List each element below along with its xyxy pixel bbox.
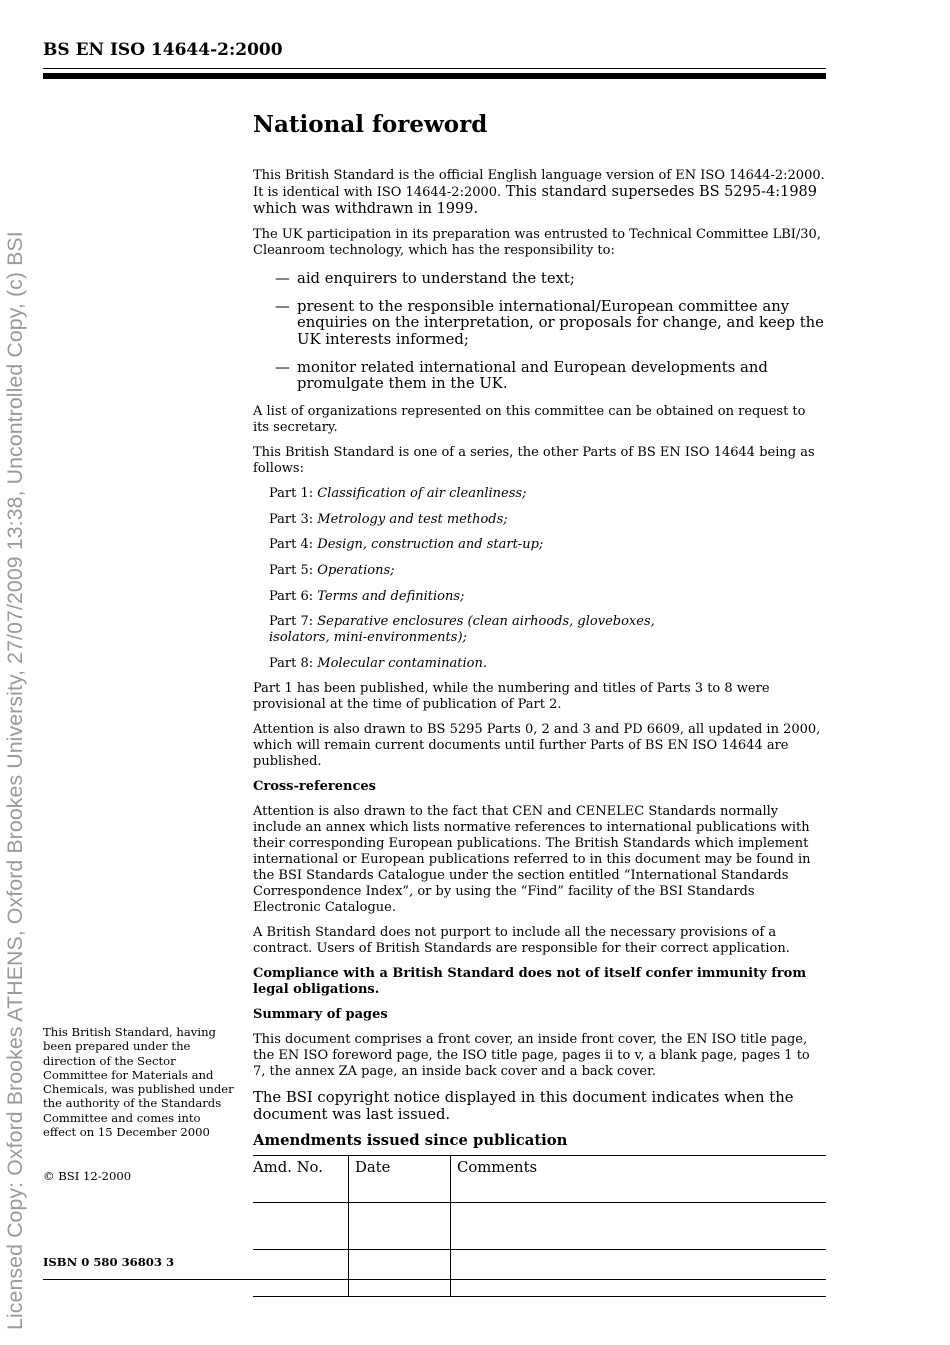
series-paragraph: This British Standard is one of a series, the other Parts of BS EN ISO 14644 being as follows: bbox=[253, 445, 815, 477]
amendments-table bbox=[253, 1155, 826, 1297]
committee-list-paragraph: A list of organizations represented on this committee can be obtained on request to its secretary. bbox=[253, 404, 806, 436]
document-id: BS EN ISO 14644-2:2000 bbox=[43, 40, 283, 60]
participation-paragraph: The UK participation in its preparation was entrusted to Technical Committee LBI/30, Cleanroom technology, which has the responsibility to: bbox=[253, 227, 821, 258]
dash-marker: — bbox=[275, 358, 290, 376]
table-cell bbox=[451, 1249, 827, 1296]
publication-note: This British Standard, having been prepared under the direction of the Sector Committee for Materials and Chemicals, was published under the authority of the Standards Committee and comes into effect on 15 December 2000 bbox=[43, 1025, 234, 1140]
dash-marker: — bbox=[275, 298, 290, 316]
part-title: Molecular contamination. bbox=[317, 655, 487, 671]
list-item-text: aid enquirers to understand the text; bbox=[297, 270, 575, 287]
isbn: ISBN 0 580 36803 3 bbox=[43, 1255, 175, 1269]
part-item bbox=[269, 563, 825, 579]
list-item-text: present to the responsible international/European committee any enquiries on the interpretation, or proposals for change, and keep the UK interests informed; bbox=[297, 298, 824, 348]
license-watermark: Licensed Copy: Oxford Brookes ATHENS, Oxford Brookes University, 27/07/2009 13:38, Uncontrolled Copy, (c) BSI bbox=[3, 231, 27, 1330]
dash-marker: — bbox=[275, 270, 290, 287]
intro-text-b: This standard supersedes BS 5295-4:1989 which was withdrawn in 1999. bbox=[253, 184, 817, 217]
list-item bbox=[253, 360, 825, 392]
part-label: Part 4: bbox=[269, 537, 318, 553]
summary-heading: Summary of pages bbox=[253, 1006, 388, 1022]
part-item bbox=[269, 656, 825, 672]
table-cell bbox=[451, 1202, 827, 1249]
footer-rule bbox=[43, 1279, 826, 1280]
main-content bbox=[253, 110, 825, 1297]
amd-no-header: Amd. No. bbox=[253, 1155, 349, 1202]
part-item bbox=[269, 512, 825, 528]
part-label: Part 1: bbox=[269, 486, 318, 502]
table-cell bbox=[253, 1249, 349, 1296]
contract-paragraph: A British Standard does not purport to include all the necessary provisions of a contract. Users of British Standards are responsible for their correct application. bbox=[253, 924, 790, 956]
intro-text-a: This British Standard is the official English language version of EN ISO 14644-2:2000. It is identical with ISO 14644-2:2000. bbox=[253, 168, 825, 200]
list-item bbox=[253, 271, 825, 287]
part-label: Part 7: bbox=[269, 614, 318, 630]
copyright-notice-paragraph: The BSI copyright notice displayed in this document indicates when the document was last issued. bbox=[253, 1088, 794, 1123]
table-cell bbox=[349, 1202, 451, 1249]
part-label: Part 3: bbox=[269, 511, 318, 527]
part-item bbox=[269, 614, 825, 646]
cross-references-paragraph: Attention is also drawn to the fact that CEN and CENELEC Standards normally include an annex which lists normative references to international publications with their corresponding European publications. The British Standards which implement international or European publications referred to in this document may be found in the BSI Standards Catalogue under the section entitled “International Standards Correspondence Index”, or by using the “Find” facility of the BSI Standards Electronic Catalogue. bbox=[253, 803, 811, 915]
table-cell bbox=[349, 1249, 451, 1296]
part-item bbox=[269, 589, 825, 605]
cross-references-heading: Cross-references bbox=[253, 778, 376, 794]
part-title: Classification of air cleanliness; bbox=[317, 486, 527, 502]
list-item bbox=[253, 299, 825, 348]
part-label: Part 6: bbox=[269, 588, 318, 604]
table-header-row bbox=[253, 1155, 826, 1202]
table-row bbox=[253, 1202, 826, 1249]
part-title: Terms and definitions; bbox=[317, 588, 465, 604]
part-title: Metrology and test methods; bbox=[317, 511, 508, 527]
summary-paragraph: This document comprises a front cover, an inside front cover, the EN ISO title page, the EN ISO foreword page, the ISO title page, pages ii to v, a blank page, pages 1 to 7, the annex ZA page, an inside back cover and a back cover. bbox=[253, 1031, 810, 1079]
compliance-statement: Compliance with a British Standard does not of itself confer immunity from legal obligations. bbox=[253, 965, 807, 997]
amendments-title: Amendments issued since publication bbox=[253, 1131, 568, 1149]
part-label: Part 5: bbox=[269, 563, 318, 578]
header-rule-thin bbox=[43, 68, 826, 69]
part-item bbox=[269, 537, 825, 553]
part-title: Operations; bbox=[317, 563, 395, 578]
part-title: Separative enclosures (clean airhoods, gloveboxes, isolators, mini-environments); bbox=[269, 614, 655, 646]
intro-paragraph bbox=[253, 168, 825, 218]
table-cell bbox=[253, 1202, 349, 1249]
list-item-text: monitor related international and European developments and promulgate them in the UK. bbox=[297, 358, 768, 393]
copyright-line: © BSI 12-2000 bbox=[43, 1169, 132, 1183]
attention-paragraph: Attention is also drawn to BS 5295 Parts 0, 2 and 3 and PD 6609, all updated in 2000, which will remain current documents until further Parts of BS EN ISO 14644 are published. bbox=[253, 721, 821, 769]
part-title: Design, construction and start-up; bbox=[317, 537, 544, 553]
date-header: Date bbox=[349, 1155, 451, 1202]
part-label: Part 8: bbox=[269, 655, 318, 671]
part-item bbox=[269, 486, 825, 502]
page-title: National foreword bbox=[253, 111, 488, 138]
table-row bbox=[253, 1249, 826, 1296]
header-rule-thick bbox=[43, 73, 826, 79]
parts-list bbox=[269, 486, 825, 672]
responsibility-list bbox=[253, 271, 825, 392]
comments-header: Comments bbox=[451, 1155, 827, 1202]
publication-paragraph: Part 1 has been published, while the numbering and titles of Parts 3 to 8 were provisional at the time of publication of Part 2. bbox=[253, 680, 770, 712]
